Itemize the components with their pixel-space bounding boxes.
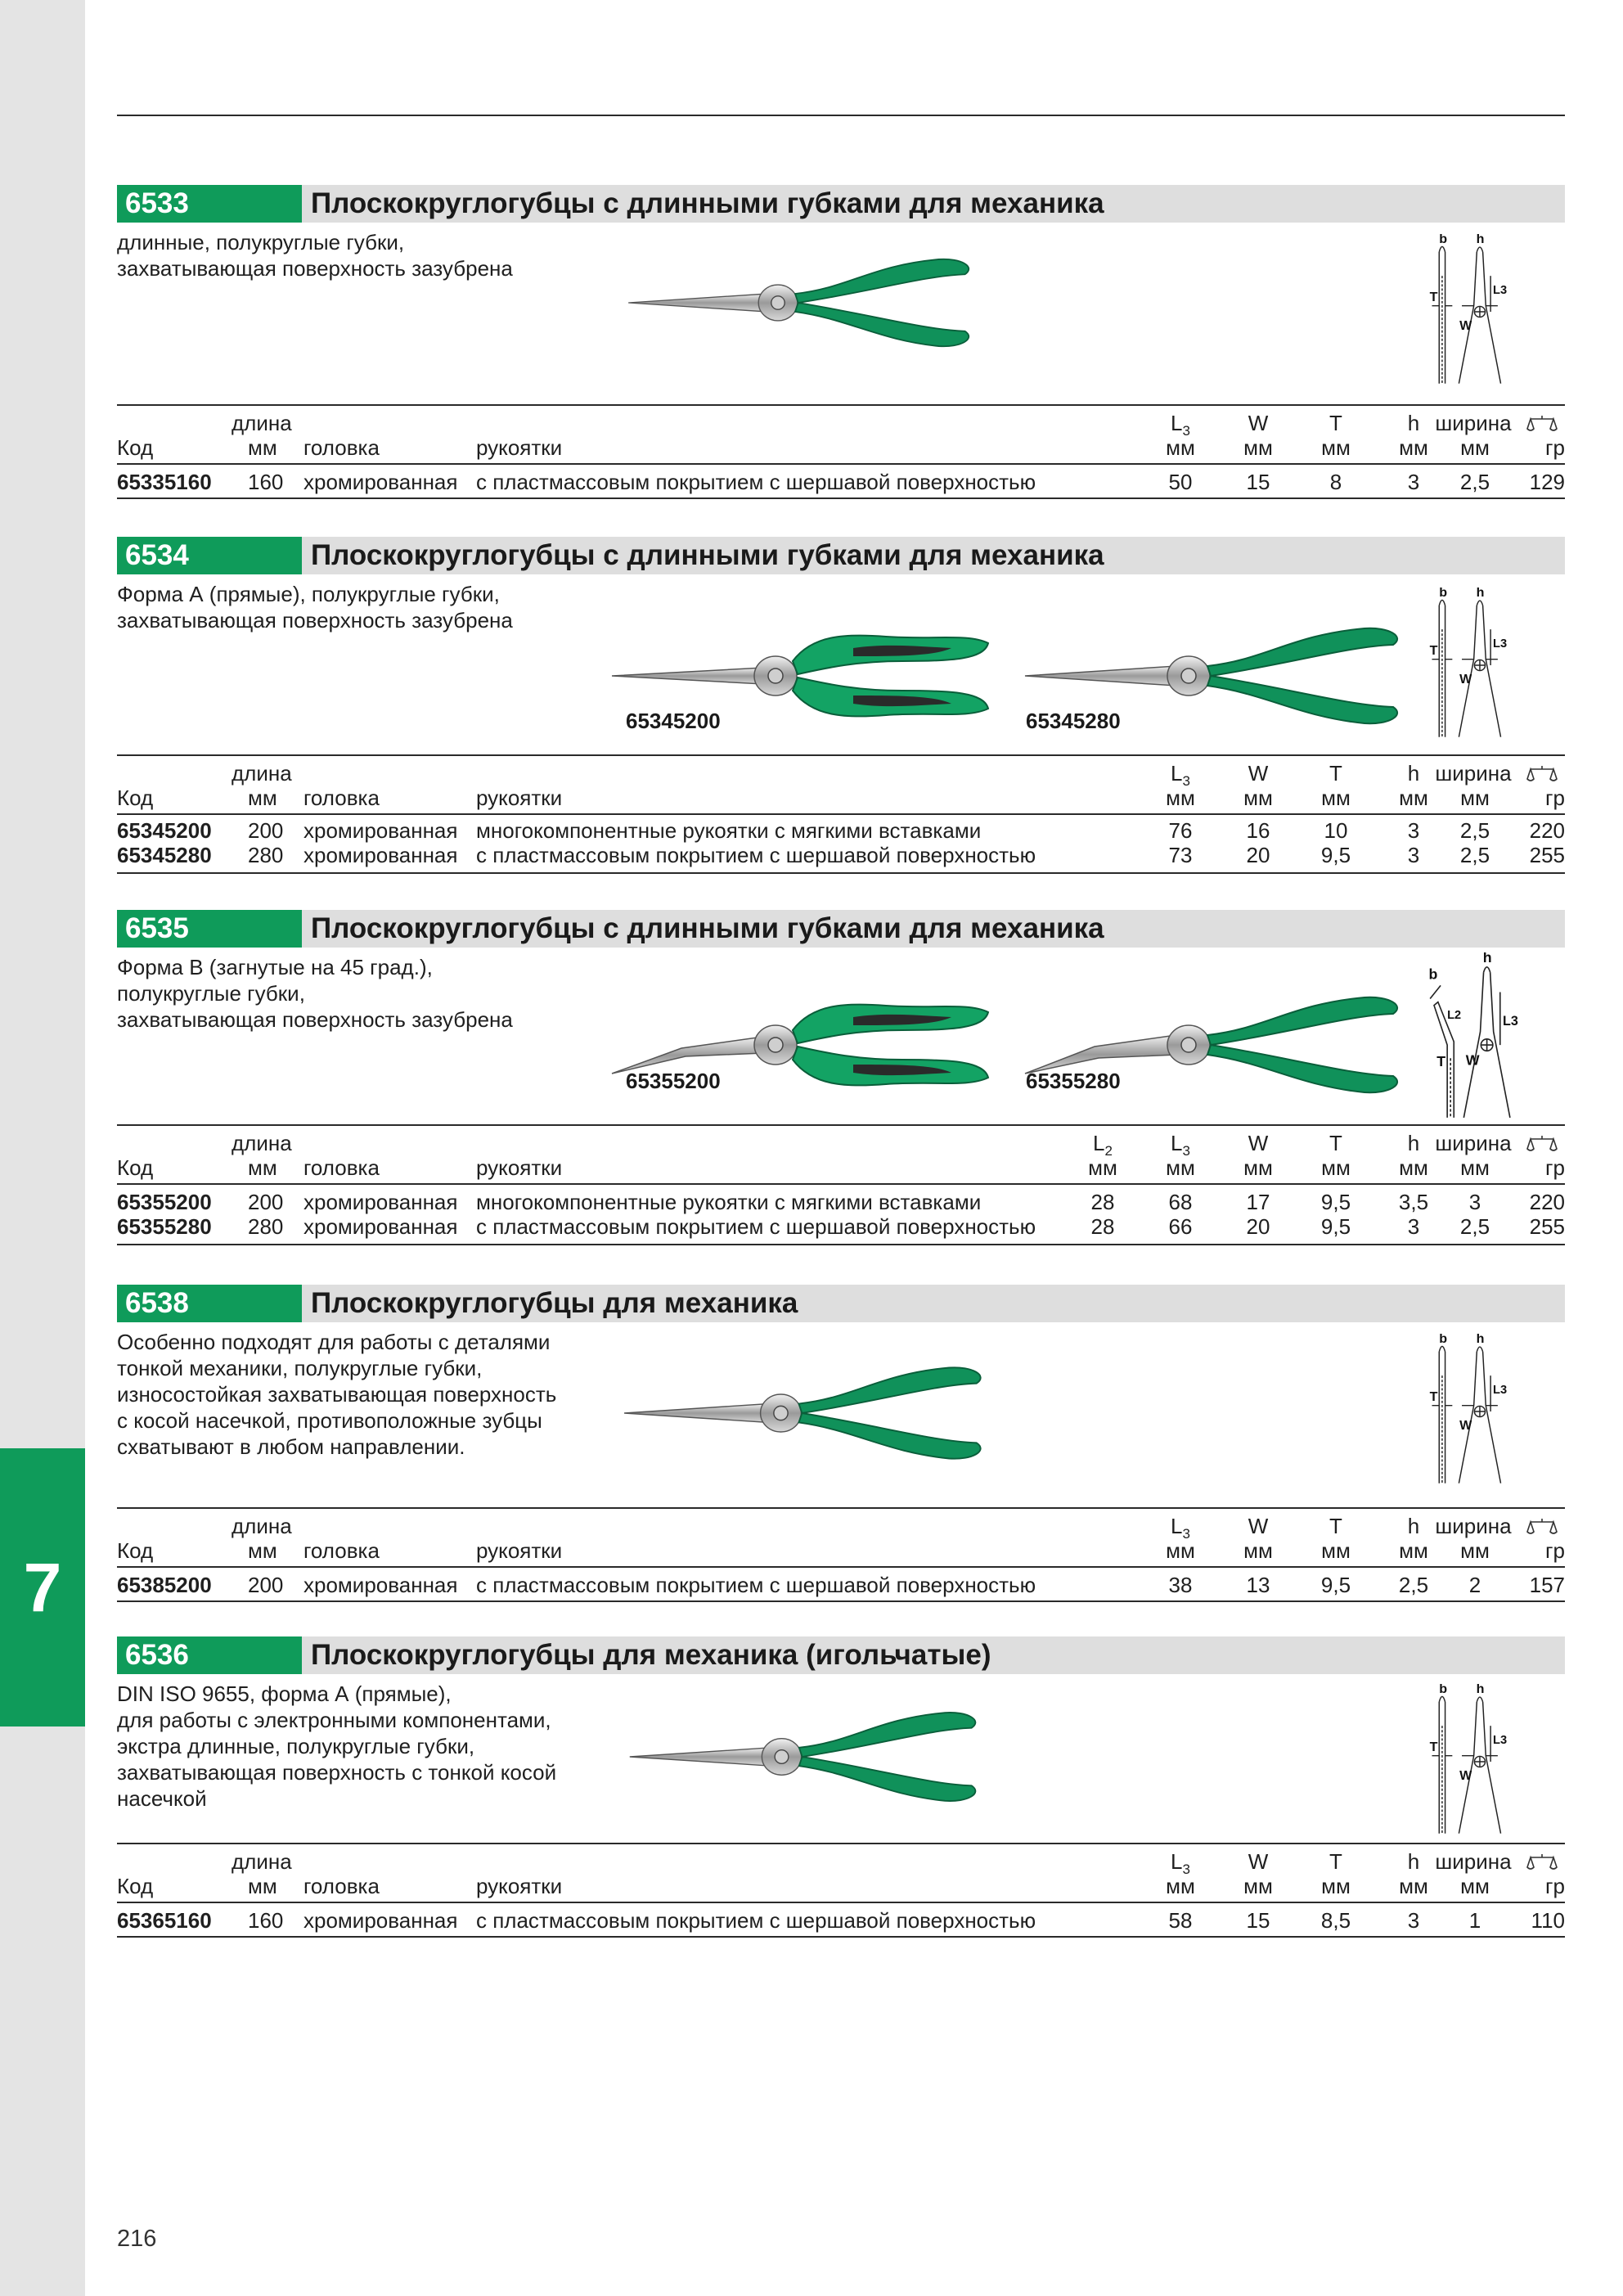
dimension-diagram xyxy=(1426,1334,1516,1489)
section-title: Плоскокруглогубцы для механика (игольчатые) xyxy=(311,1639,991,1671)
pliers-image xyxy=(624,250,984,355)
section-title: Плоскокруглогубцы с длинными губками для механика xyxy=(311,539,1104,571)
section-description: Форма А (прямые), полукруглые губки, захватывающая поверхность зазубрена xyxy=(117,582,513,633)
section-6534 xyxy=(117,537,1565,867)
spec-table: длина Код мм головка рукоятки $L_3$ мм W мм T мм h мм ширина мм гр 65345200 200 хромированная многокомпонентные рукоятки с мягкими вставками 76 16 10 3 2,5 220 65345280 280 хромированная с пластмассовым покрытием с шершавой поверхностью 73 20 9,5 3 2,5 255 xyxy=(117,754,1565,877)
section-title: Плоскокруглогубцы для механика xyxy=(311,1287,798,1319)
chapter-tab[interactable]: 7 xyxy=(0,1448,85,1727)
spec-table: длина Код мм головка рукоятки $L_3$ мм W мм T мм h мм ширина мм гр 65335160 160 хромированная с пластмассовым покрытием с шершавой поверхностью 50 15 8 3 2,5 129 xyxy=(117,404,1565,502)
weight-scale-icon xyxy=(1526,1134,1558,1154)
spec-table: длина Код мм головка рукоятки $L_3$ мм W мм T мм h мм ширина мм гр 65365160 160 хромированная с пластмассовым покрытием с шершавой поверхностью 58 15 8,5 3 1 110 xyxy=(117,1843,1565,1941)
pliers-image xyxy=(624,1704,992,1810)
section-description: Особенно подходят для работы с деталями тонкой механики, полукруглые губки, износостойкая захватывающая поверхность с косой насечкой, противоположные зубцы схватывают в любом направлении. xyxy=(117,1330,557,1459)
section-title: Плоскокруглогубцы с длинными губками для механика xyxy=(311,912,1104,944)
image-caption: 65355280 xyxy=(1026,1069,1121,1093)
section-6536 xyxy=(117,1636,1565,1933)
weight-scale-icon xyxy=(1526,764,1558,784)
section-description: длинные, полукруглые губки, захватывающая поверхность зазубрена xyxy=(117,230,513,281)
image-caption: 65345280 xyxy=(1026,709,1121,733)
weight-scale-icon xyxy=(1526,1853,1558,1872)
spec-table: длина Код мм головка рукоятки $L_2$ мм $L_3$ мм W мм T мм h мм ширина мм гр 65355200 200 хромированная многокомпонентные рукоятки с мягкими вставками 28 68 17 9,5 3,5 3 220 65355280 280 хромированная с пластмассовым покрытием с шершавой поверхностью 28 66 20 9,5 3 2,5 255 xyxy=(117,1124,1565,1249)
section-code: 6538 xyxy=(117,1285,302,1322)
section-description: DIN ISO 9655, форма А (прямые), для работы с электронными компонентами, экстра длинные, полукруглые губки, захватывающая поверхность с тонкой косой насечкой xyxy=(117,1681,557,1811)
section-6538 xyxy=(117,1285,1565,1597)
section-header xyxy=(117,185,1565,223)
pliers-image xyxy=(620,1358,996,1468)
image-caption: 65355200 xyxy=(626,1069,721,1093)
section-header xyxy=(117,1285,1565,1322)
dimension-diagram xyxy=(1426,952,1528,1124)
section-title: Плоскокруглогубцы с длинными губками для механика xyxy=(311,187,1104,219)
section-code: 6534 xyxy=(117,537,302,574)
section-6533 xyxy=(117,185,1565,494)
top-rule xyxy=(117,115,1565,116)
dimension-diagram xyxy=(1426,588,1516,743)
section-code: 6535 xyxy=(117,910,302,948)
section-description: Форма В (загнутые на 45 град.), полукруглые губки, захватывающая поверхность зазубрена xyxy=(117,955,513,1032)
section-code: 6533 xyxy=(117,185,302,223)
image-caption: 65345200 xyxy=(626,709,721,733)
section-header xyxy=(117,537,1565,574)
dimension-diagram xyxy=(1426,1684,1516,1839)
weight-scale-icon xyxy=(1526,414,1558,434)
section-6535 xyxy=(117,910,1565,1239)
weight-scale-icon xyxy=(1526,1517,1558,1537)
section-header xyxy=(117,1636,1565,1674)
section-header xyxy=(117,910,1565,948)
page-number: 216 xyxy=(117,2226,157,2252)
section-code: 6536 xyxy=(117,1636,302,1674)
spec-table: длина Код мм головка рукоятки $L_3$ мм W мм T мм h мм ширина мм гр 65385200 200 хромированная с пластмассовым покрытием с шершавой поверхностью 38 13 9,5 2,5 2 157 xyxy=(117,1507,1565,1605)
page-margin-strip xyxy=(0,0,85,2296)
dimension-diagram xyxy=(1426,234,1516,389)
